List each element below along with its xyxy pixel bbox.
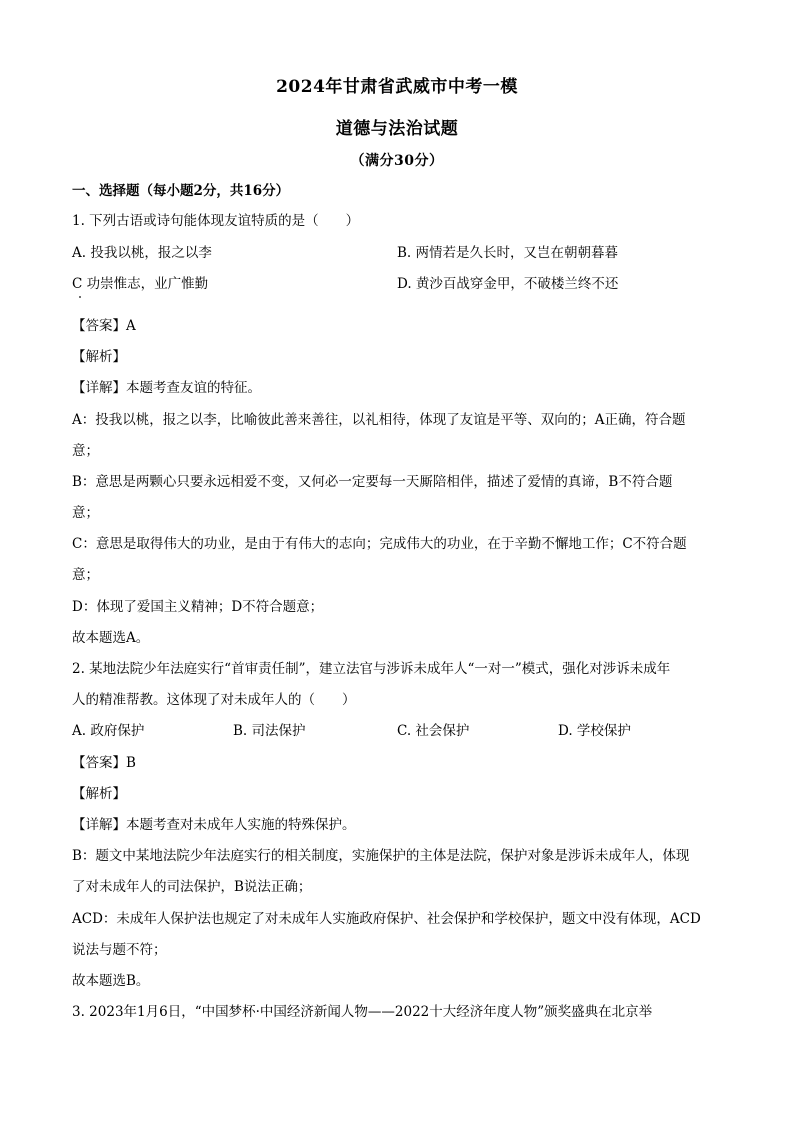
q2-stem-line1: 2. 某地法院少年法庭实行“首审责任制”，建立法官与涉诉未成年人“一对一”模式，强化对涉诉未成年 — [72, 661, 671, 677]
q1-option-b: B. 两情若是久长时，又岂在朝朝暮暮 — [397, 245, 619, 261]
score-note: （满分30分） — [350, 153, 444, 169]
q2-option-c: C. 社会保护 — [397, 723, 470, 739]
exam-title: 2024年甘肃省武威市中考一模 — [276, 77, 518, 97]
q1-line: 意； — [72, 443, 99, 459]
q1-option-d: D. 黄沙百战穿金甲，不破楼兰终不还 — [397, 276, 619, 292]
q2-conclusion: 故本题选B。 — [72, 973, 150, 989]
q1-line: 意； — [72, 505, 99, 521]
q1-line: 意； — [72, 567, 99, 583]
q1-stem: 1. 下列古语或诗句能体现友谊特质的是（ ） — [72, 213, 360, 229]
q1-line: C：意思是取得伟大的功业，是由于有伟大的志向；完成伟大的功业，在于辛勤不懈地工作；C不符合题 — [72, 536, 687, 552]
q2-option-b: B. 司法保护 — [233, 723, 306, 739]
q1-line: D：体现了爱国主义精神；D不符合题意； — [72, 599, 324, 615]
q1-detail: 【详解】本题考查友谊的特征。 — [72, 380, 261, 396]
stray-dot — [79, 296, 81, 298]
q1-option-c: C 功崇惟志，业广惟勤 — [72, 276, 209, 292]
q3-stem-line1: 3. 2023年1月6日，“中国梦杯·中国经济新闻人物——2022十大经济年度人物”颁奖盛典在北京举 — [72, 1004, 653, 1020]
q2-line: 说法与题不符； — [72, 942, 167, 958]
q2-detail: 【详解】本题考查对未成年人实施的特殊保护。 — [72, 817, 356, 833]
q2-line: ACD：未成年人保护法也规定了对未成年人实施政府保护、社会保护和学校保护，题文中没有体现，ACD — [72, 911, 701, 927]
exam-subtitle: 道德与法治试题 — [335, 119, 459, 139]
q2-answer: 【答案】B — [72, 755, 136, 771]
q2-stem-line2: 人的精准帮教。这体现了对未成年人的（ ） — [72, 692, 356, 708]
q1-option-a: A. 投我以桃，报之以李 — [72, 245, 212, 261]
q2-option-a: A. 政府保护 — [72, 723, 145, 739]
q1-analysis-label: 【解析】 — [72, 349, 126, 365]
q1-conclusion: 故本题选A。 — [72, 630, 150, 646]
section-heading: 一、选择题（每小题2分，共16分） — [72, 183, 290, 199]
q2-option-d: D. 学校保护 — [558, 723, 631, 739]
q1-answer: 【答案】A — [72, 318, 136, 334]
q2-line: 了对未成年人的司法保护，B说法正确； — [72, 879, 312, 895]
q1-line: B：意思是两颗心只要永远相爱不变，又何必一定要每一天厮陪相伴，描述了爱情的真谛，B不符合题 — [72, 474, 673, 490]
q2-line: B：题文中某地法院少年法庭实行的相关制度，实施保护的主体是法院，保护对象是涉诉未成年人，体现 — [72, 848, 690, 864]
q2-analysis-label: 【解析】 — [72, 786, 126, 802]
q1-line: A：投我以桃，报之以李，比喻彼此善来善往，以礼相待，体现了友谊是平等、双向的；A正确，符合题 — [72, 412, 686, 428]
